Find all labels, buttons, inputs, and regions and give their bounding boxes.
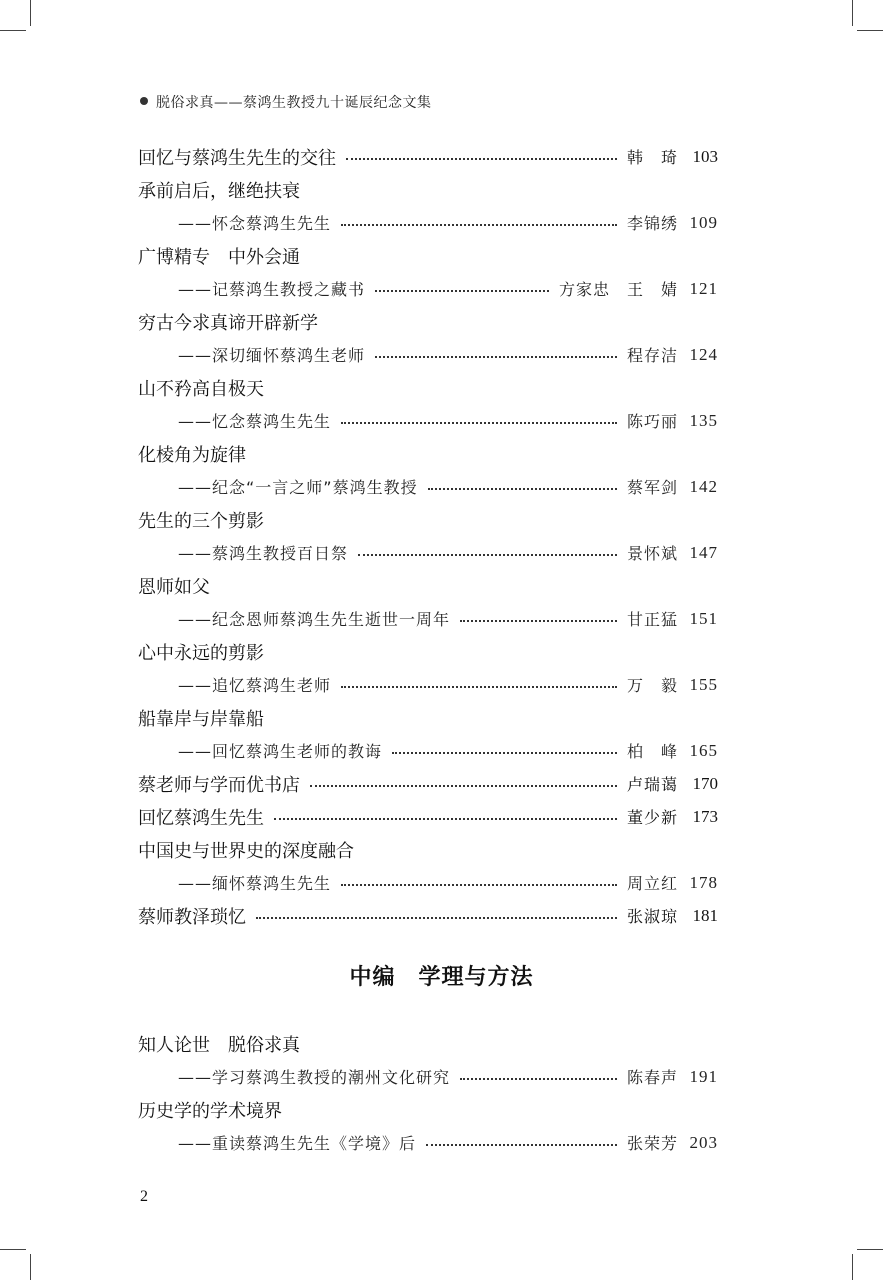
entry-subtitle: ——纪念恩师蔡鸿生先生逝世一周年 <box>178 610 451 629</box>
dot-leader <box>392 752 617 754</box>
dot-leader <box>310 785 617 787</box>
entry-subtitle: ——回忆蔡鸿生老师的教诲 <box>178 742 383 761</box>
entry-page-number: 103 <box>692 146 718 166</box>
entry-subtitle: ——怀念蔡鸿生先生 <box>178 214 332 233</box>
toc-entry-title-line[interactable] <box>138 173 718 206</box>
entry-page-number: 178 <box>689 872 718 892</box>
entry-author: 方家忠 王 婧 <box>558 280 678 299</box>
toc-entry-title-line[interactable] <box>138 239 718 272</box>
entry-page-number: 173 <box>692 806 718 826</box>
entry-subtitle: ——记蔡鸿生教授之藏书 <box>178 280 366 299</box>
dot-leader <box>341 224 617 226</box>
entry-page-number: 135 <box>689 410 718 430</box>
dot-leader <box>375 356 617 358</box>
entry-author: 李锦绣 <box>626 214 678 233</box>
entry-author: 蔡军剑 <box>626 478 678 497</box>
toc-entry-subtitle-line[interactable] <box>138 866 718 899</box>
entry-title: 回忆与蔡鸿生先生的交往 <box>138 147 336 169</box>
toc-entry-title-line[interactable] <box>138 1093 718 1126</box>
toc-entry-title-line[interactable] <box>138 1027 718 1060</box>
crop-mark <box>30 0 31 26</box>
entry-page-number: 155 <box>689 674 718 694</box>
toc-entry[interactable] <box>138 140 718 173</box>
entry-title: 回忆蔡鸿生先生 <box>138 807 264 829</box>
entry-subtitle: ——纪念“一言之师”蔡鸿生教授 <box>178 478 418 497</box>
entry-title: 蔡老师与学而优书店 <box>138 774 300 796</box>
dot-leader <box>428 488 617 490</box>
toc-entry-title-line[interactable] <box>138 833 718 866</box>
entry-author: 万 毅 <box>626 676 678 695</box>
toc-entry-title-line[interactable] <box>138 701 718 734</box>
entry-subtitle: ——深切缅怀蔡鸿生老师 <box>178 346 366 365</box>
entry-page-number: 165 <box>689 740 718 760</box>
entry-page-number: 203 <box>689 1132 718 1152</box>
toc-entry-subtitle-line[interactable] <box>138 602 718 635</box>
entry-title: 历史学的学术境界 <box>138 1100 282 1122</box>
entry-author: 陈春声 <box>626 1068 678 1087</box>
entry-title: 先生的三个剪影 <box>138 510 264 532</box>
toc-entry-subtitle-line[interactable] <box>138 1126 718 1159</box>
entry-page-number: 181 <box>692 905 718 925</box>
toc-entry-subtitle-line[interactable] <box>138 470 718 503</box>
crop-mark <box>30 1254 31 1280</box>
crop-mark <box>852 1254 853 1280</box>
entry-title: 化棱角为旋律 <box>138 444 246 466</box>
entry-author: 韩 琦 <box>626 148 678 167</box>
crop-mark <box>0 30 26 31</box>
toc-entry-subtitle-line[interactable] <box>138 668 718 701</box>
entry-author: 甘正猛 <box>626 610 678 629</box>
toc-entry-title-line[interactable] <box>138 569 718 602</box>
dot-leader <box>460 1078 617 1080</box>
entry-page-number: 147 <box>689 542 718 562</box>
entry-subtitle: ——忆念蔡鸿生先生 <box>178 412 332 431</box>
entry-page-number: 124 <box>689 344 718 364</box>
toc-entry-subtitle-line[interactable] <box>138 206 718 239</box>
toc-entry[interactable] <box>138 767 718 800</box>
toc-entry-subtitle-line[interactable] <box>138 404 718 437</box>
page-number: 2 <box>140 1188 148 1205</box>
entry-page-number: 142 <box>689 476 718 496</box>
entry-page-number: 170 <box>692 773 718 793</box>
entry-subtitle: ——重读蔡鸿生先生《学境》后 <box>178 1134 417 1153</box>
entry-title: 承前启后，继绝扶衰 <box>138 180 300 202</box>
entry-subtitle: ——学习蔡鸿生教授的潮州文化研究 <box>178 1068 451 1087</box>
section-title: 中编 学理与方法 <box>349 964 534 990</box>
entry-title: 广博精专 中外会通 <box>138 246 300 268</box>
entry-author: 张荣芳 <box>626 1134 678 1153</box>
entry-title: 穷古今求真谛开辟新学 <box>138 312 318 334</box>
entry-page-number: 151 <box>689 608 718 628</box>
dot-leader <box>460 620 617 622</box>
entry-author: 卢瑞蔼 <box>626 775 678 794</box>
entry-subtitle: ——缅怀蔡鸿生先生 <box>178 874 332 893</box>
entry-author: 张淑琼 <box>626 907 678 926</box>
entry-title: 船靠岸与岸靠船 <box>138 708 264 730</box>
entry-subtitle: ——蔡鸿生教授百日祭 <box>178 544 349 563</box>
entry-author: 程存洁 <box>626 346 678 365</box>
toc-entry-title-line[interactable] <box>138 371 718 404</box>
toc-list-lower <box>138 1027 718 1159</box>
running-header <box>140 92 432 112</box>
running-header-text: 脱俗求真——蔡鸿生教授九十诞辰纪念文集 <box>156 95 432 111</box>
toc-entry-subtitle-line[interactable] <box>138 1060 718 1093</box>
entry-title: 知人论世 脱俗求真 <box>138 1034 300 1056</box>
entry-page-number: 109 <box>689 212 718 232</box>
entry-author: 柏 峰 <box>626 742 678 761</box>
dot-leader <box>346 158 617 160</box>
entry-page-number: 121 <box>689 278 718 298</box>
toc-entry[interactable] <box>138 899 718 932</box>
entry-subtitle: ——追忆蔡鸿生老师 <box>178 676 332 695</box>
entry-page-number: 191 <box>689 1066 718 1086</box>
dot-leader <box>375 290 549 292</box>
toc-entry-subtitle-line[interactable] <box>138 272 718 305</box>
entry-author: 董少新 <box>626 808 678 827</box>
toc-entry-subtitle-line[interactable] <box>138 536 718 569</box>
bullet-icon <box>140 97 148 105</box>
toc-entry-subtitle-line[interactable] <box>138 734 718 767</box>
entry-title: 山不矜高自极天 <box>138 378 264 400</box>
crop-mark <box>857 1249 883 1250</box>
crop-mark <box>852 0 853 26</box>
entry-title: 中国史与世界史的深度融合 <box>138 840 354 862</box>
dot-leader <box>426 1144 617 1146</box>
toc-entry-title-line[interactable] <box>138 503 718 536</box>
dot-leader <box>256 917 617 919</box>
dot-leader <box>341 686 617 688</box>
toc-list-upper <box>138 140 718 932</box>
crop-mark <box>857 30 883 31</box>
toc-entry-subtitle-line[interactable] <box>138 338 718 371</box>
dot-leader <box>341 884 617 886</box>
dot-leader <box>358 554 617 556</box>
toc-entry-title-line[interactable] <box>138 305 718 338</box>
entry-author: 周立红 <box>626 874 678 893</box>
entry-author: 景怀斌 <box>626 544 678 563</box>
entry-title: 蔡师教泽琐忆 <box>138 906 246 928</box>
entry-author: 陈巧丽 <box>626 412 678 431</box>
dot-leader <box>341 422 617 424</box>
toc-entry-title-line[interactable] <box>138 437 718 470</box>
entry-title: 恩师如父 <box>138 576 210 598</box>
toc-entry-title-line[interactable] <box>138 635 718 668</box>
crop-mark <box>0 1249 26 1250</box>
entry-title: 心中永远的剪影 <box>138 642 264 664</box>
dot-leader <box>274 818 617 820</box>
toc-entry[interactable] <box>138 800 718 833</box>
